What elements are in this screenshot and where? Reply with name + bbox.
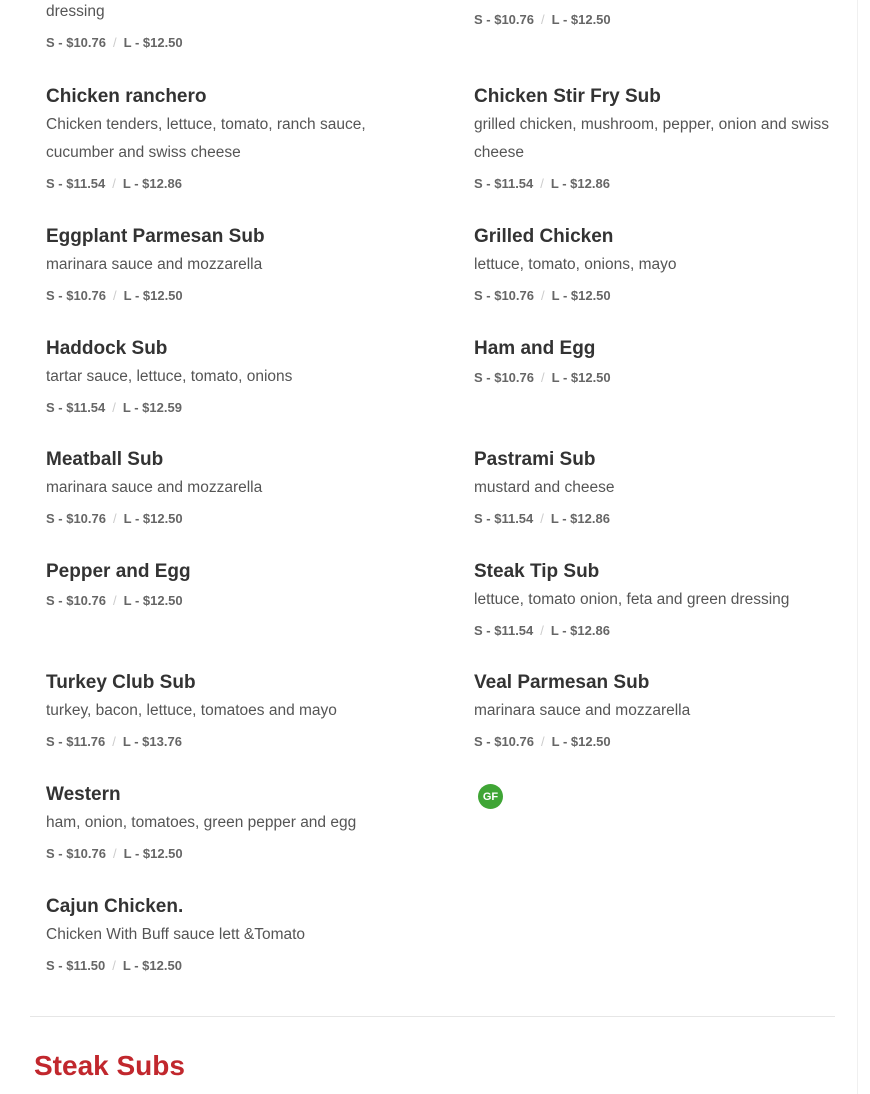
- price-small: S - $10.76: [474, 288, 534, 303]
- menu-item-description: dressing: [46, 3, 105, 20]
- page-edge-line: [857, 0, 858, 1094]
- menu-item-prices: [46, 175, 426, 193]
- menu-item-description: lettuce, tomato, onions, mayo: [474, 256, 677, 273]
- menu-item-description: marinara sauce and mozzarella: [474, 702, 691, 719]
- price-separator: /: [541, 12, 545, 27]
- menu-item-description: ham, onion, tomatoes, green pepper and egg: [46, 814, 357, 831]
- price-separator: /: [113, 511, 117, 526]
- menu-item-name: Haddock Sub: [46, 338, 168, 359]
- menu-item-description: grilled chicken, mushroom, pepper, onion and swiss cheese: [474, 116, 829, 161]
- menu-item-prices: [46, 957, 426, 975]
- menu-item-description: mustard and cheese: [474, 479, 615, 496]
- menu-item[interactable]: [46, 671, 426, 751]
- menu-item-name: Chicken Stir Fry Sub: [474, 86, 661, 107]
- menu-item-prices: [474, 287, 854, 305]
- price-large: L - $13.76: [122, 734, 182, 749]
- menu-item-name: Pastrami Sub: [474, 449, 596, 470]
- price-small: S - $10.76: [46, 288, 106, 303]
- price-large: L - $12.50: [123, 511, 183, 526]
- price-large: L - $12.59: [122, 400, 182, 415]
- menu-item-prices: [46, 733, 426, 751]
- price-separator: /: [113, 288, 117, 303]
- menu-item-name: Grilled Chicken: [474, 226, 614, 247]
- price-large: L - $12.86: [550, 176, 610, 191]
- price-separator: /: [112, 176, 116, 191]
- menu-item-description: marinara sauce and mozzarella: [46, 256, 263, 273]
- menu-item[interactable]: [46, 895, 426, 975]
- section-divider: [30, 1016, 835, 1017]
- price-separator: /: [541, 370, 545, 385]
- price-large: L - $12.50: [123, 288, 183, 303]
- price-large: L - $12.86: [550, 511, 610, 526]
- price-large: L - $12.50: [123, 35, 183, 50]
- price-small: S - $10.76: [46, 593, 106, 608]
- menu-item-name: Western: [46, 784, 121, 805]
- price-large: L - $12.50: [123, 593, 183, 608]
- menu-item-prices: [474, 733, 854, 751]
- price-separator: /: [541, 288, 545, 303]
- menu-item-name: Veal Parmesan Sub: [474, 672, 650, 693]
- price-small: S - $11.54: [474, 511, 534, 526]
- menu-item-name: Eggplant Parmesan Sub: [46, 226, 265, 247]
- gluten-free-icon: GF: [478, 784, 503, 809]
- price-large: L - $12.50: [122, 958, 182, 973]
- menu-item-prices: [474, 11, 854, 29]
- menu-item[interactable]: [474, 2, 854, 29]
- price-small: S - $11.54: [474, 176, 534, 191]
- price-separator: /: [113, 846, 117, 861]
- menu-item-prices: [46, 510, 426, 528]
- price-separator: /: [112, 734, 116, 749]
- price-large: L - $12.86: [122, 176, 182, 191]
- menu-item-prices: [46, 399, 426, 417]
- price-separator: /: [540, 176, 544, 191]
- menu-item[interactable]: [46, 225, 426, 305]
- menu-item-name: Chicken ranchero: [46, 86, 207, 107]
- menu-item-name: Turkey Club Sub: [46, 672, 196, 693]
- price-large: L - $12.50: [551, 370, 611, 385]
- menu-item-description: turkey, bacon, lettuce, tomatoes and mayo: [46, 702, 337, 719]
- price-small: S - $10.76: [46, 846, 106, 861]
- menu-item-name: Ham and Egg: [474, 338, 596, 359]
- menu-item[interactable]: [46, 560, 426, 610]
- menu-item-prices: [46, 592, 426, 610]
- menu-item[interactable]: [46, 0, 426, 52]
- menu-item-name: Pepper and Egg: [46, 561, 191, 582]
- price-small: S - $11.54: [46, 176, 106, 191]
- menu-item-prices: [474, 622, 854, 640]
- price-large: L - $12.50: [551, 734, 611, 749]
- price-separator: /: [112, 958, 116, 973]
- menu-item[interactable]: [474, 560, 854, 640]
- price-small: S - $10.76: [474, 734, 534, 749]
- price-small: S - $11.54: [474, 623, 534, 638]
- price-separator: /: [540, 511, 544, 526]
- menu-item[interactable]: [474, 85, 854, 193]
- price-large: L - $12.50: [551, 12, 611, 27]
- menu-item-prices: [474, 175, 854, 193]
- menu-item-prices: [46, 845, 426, 863]
- menu-item-name: Meatball Sub: [46, 449, 164, 470]
- price-small: S - $11.76: [46, 734, 106, 749]
- menu-item-description: lettuce, tomato onion, feta and green dressing: [474, 591, 790, 608]
- menu-item-description: tartar sauce, lettuce, tomato, onions: [46, 368, 293, 385]
- price-small: S - $11.50: [46, 958, 106, 973]
- section-title: Steak Subs: [34, 1050, 185, 1081]
- menu-item[interactable]: [46, 783, 426, 863]
- menu-item-prices: [46, 34, 426, 52]
- menu-item-name: Cajun Chicken.: [46, 896, 184, 917]
- price-small: S - $10.76: [46, 35, 106, 50]
- price-small: S - $10.76: [46, 511, 106, 526]
- menu-item[interactable]: [46, 448, 426, 528]
- price-small: S - $10.76: [474, 370, 534, 385]
- menu-item-prices: [474, 369, 854, 387]
- price-separator: /: [112, 400, 116, 415]
- menu-item[interactable]: [474, 671, 854, 751]
- menu-item[interactable]: [474, 225, 854, 305]
- menu-item-prices: [46, 287, 426, 305]
- price-separator: /: [113, 35, 117, 50]
- price-separator: /: [541, 734, 545, 749]
- price-large: L - $12.50: [123, 846, 183, 861]
- menu-item[interactable]: [474, 337, 854, 387]
- menu-item-description: Chicken tenders, lettuce, tomato, ranch sauce, cucumber and swiss cheese: [46, 116, 366, 161]
- price-large: L - $12.86: [550, 623, 610, 638]
- price-small: S - $11.54: [46, 400, 106, 415]
- price-small: S - $10.76: [474, 12, 534, 27]
- menu-item[interactable]: [46, 337, 426, 417]
- menu-item-description: Chicken With Buff sauce lett &Tomato: [46, 926, 306, 943]
- menu-item-name: Steak Tip Sub: [474, 561, 600, 582]
- menu-item[interactable]: [474, 448, 854, 528]
- menu-item-prices: [474, 510, 854, 528]
- menu-item[interactable]: [46, 85, 426, 193]
- price-separator: /: [113, 593, 117, 608]
- price-separator: /: [540, 623, 544, 638]
- price-large: L - $12.50: [551, 288, 611, 303]
- menu-item-description: marinara sauce and mozzarella: [46, 479, 263, 496]
